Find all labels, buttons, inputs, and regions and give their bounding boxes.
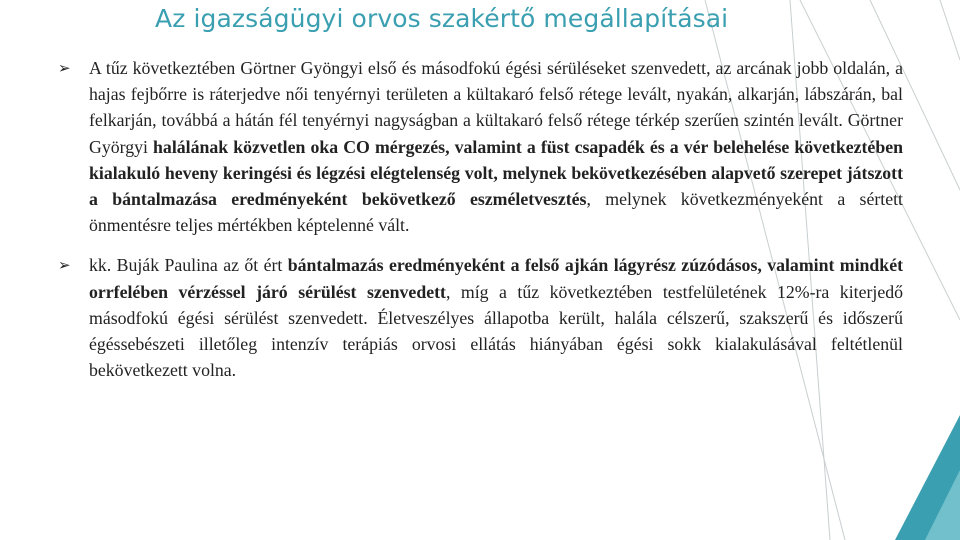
arrow-bullet-icon: ➢ bbox=[58, 256, 71, 275]
bullet-text: , melynek következményeként a sértett önmentésre teljes mértékben képtelenné vált. bbox=[89, 189, 903, 236]
bullet-text: kk. Buják Paulina az őt ért bbox=[89, 255, 288, 276]
arrow-bullet-icon: ➢ bbox=[58, 59, 71, 77]
decorative-line bbox=[940, 0, 960, 60]
bullet-item bbox=[58, 252, 903, 383]
bullet-text-bold: bántalmazás eredményeként a felső ajkán lágyrész zúzódásos, valamint mindkét orrfelében vérzéssel járó sérülést szenvedett bbox=[89, 255, 904, 302]
bullet-text: , míg a tűz következtében testfelületének 12%-ra kiterjedő másodfokú égési sérülést szenvedett. Életveszélyes állapotba került, halála célszerű, szakszerű és időszerű égéssebészeti illetőleg intenzív terápiás orvosi ellátás hiányában égési sokk kialakulásával feltétlenül bekövetkezett volna. bbox=[89, 281, 903, 381]
slide-title: Az igazságügyi orvos szakértő megállapításai bbox=[155, 4, 729, 33]
bullet-text-bold: halálának közvetlen oka CO mérgezés, valamint a füst csapadék és a vér belehelése következtében kialakuló heveny keringési és légzési elégtelenség volt, melynek bekövetkezésében alapvető szerepet játszott a bántalmazása eredményeként bekövetkező eszméletvesztés bbox=[89, 136, 903, 210]
bullet-item bbox=[58, 55, 903, 238]
bullet-list bbox=[58, 55, 903, 383]
bullet-text: A tűz következtében Görtner Gyöngyi első és másodfokú égési sérüléseket szenvedett, az arcának jobb oldalán, a hajas fejbőrre is ráterjedve női tenyérnyi területen a kültakaró felső rétege levált, nyakán, alkarján, lábszárán, bal felkarján, továbbá a hátán fél tenyérnyi nagyságban a kültakaró felső rétege térkép szerűen szintén levált. Görtner Györgyi bbox=[89, 58, 903, 157]
